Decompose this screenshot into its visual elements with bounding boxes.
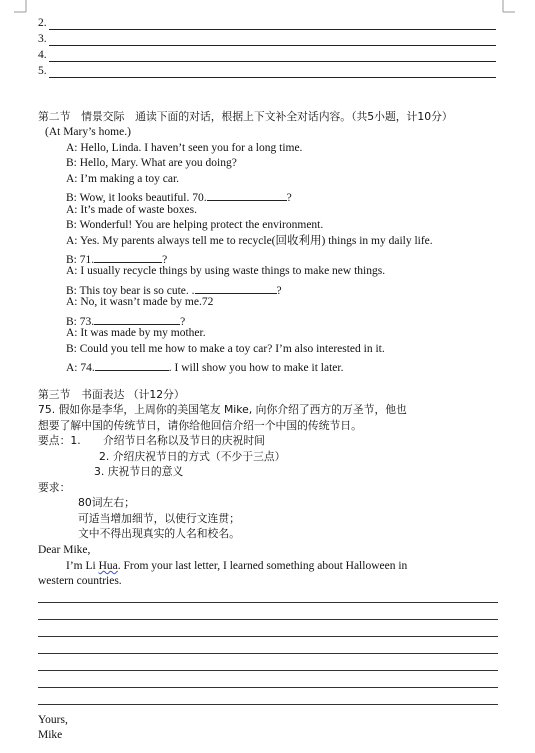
answer-line-3[interactable] (49, 45, 496, 46)
blank-70[interactable] (207, 189, 287, 201)
writing-line[interactable] (38, 687, 498, 688)
section2-title: 第二节 情景交际 通读下面的对话，根据上下文补全对话内容。（共5小题，计10分） (38, 110, 453, 123)
requirement-item-2: 可适当增加细节，以使行文连贯； (78, 512, 240, 525)
blank-74[interactable] (95, 359, 169, 371)
answer-line-2[interactable] (49, 29, 496, 30)
letter-closing: Yours, (38, 714, 68, 726)
writing-line[interactable] (38, 653, 498, 654)
dialogue-text: . I will show you how to make it later. (168, 362, 344, 374)
dialogue-line: A: I usually recycle things by using waste things to make new things. (66, 265, 386, 277)
letter-line-2: western countries. (38, 575, 122, 587)
writing-line[interactable] (38, 619, 498, 620)
answer-line-4[interactable] (49, 61, 496, 62)
letter-salutation: Dear Mike, (38, 544, 91, 556)
answer-line-5[interactable] (49, 77, 496, 78)
letter-text: I’m Li (66, 560, 99, 572)
corner-mark-right (500, 0, 516, 16)
corner-mark-left (14, 0, 28, 14)
dialogue-line: A: Hello, Linda. I haven’t seen you for a long time. (66, 142, 303, 154)
answer-line-label-2: 2. (38, 17, 47, 29)
requirement-item-3: 文中不得出现真实的人名和校名。 (78, 527, 240, 540)
dialogue-text: A: 74. (66, 362, 95, 374)
letter-signature: Mike (38, 729, 63, 741)
point-item-1: 介绍节日名称以及节日的庆祝时间 (103, 434, 265, 447)
dialogue-line: A: It was made by my mother. (66, 327, 206, 339)
dialogue-line: B: Could you tell me how to make a toy car? I’m also interested in it. (66, 343, 385, 355)
writing-line[interactable] (38, 670, 498, 671)
prompt-line-2: 想要了解中国的传统节日，请你给他回信介绍一个中国的传统节日。 (38, 419, 362, 432)
writing-line[interactable] (38, 636, 498, 637)
section3-title: 第三节 书面表达 （计12分） (38, 388, 185, 401)
letter-text: . From your last letter, I learned something about Halloween in (117, 560, 408, 572)
dialogue-line: A: No, it wasn’t made by me.72 (66, 296, 214, 308)
dialogue-text: B: 71. (66, 254, 95, 266)
dialogue-text: ? (162, 254, 168, 266)
dialogue-text: ? (276, 285, 282, 297)
dialogue-text: ? (180, 316, 186, 328)
dialogue-line: A: Yes. My parents always tell me to recycle(回收利用) things in my daily life. (66, 235, 433, 247)
answer-line-label-3: 3. (38, 33, 47, 45)
blank-73[interactable] (94, 313, 180, 325)
dialogue-line-blank-70 (66, 189, 292, 205)
blank-71[interactable] (94, 251, 162, 263)
dialogue-text: B: This toy bear is so cute. . (66, 285, 195, 297)
dialogue-text: B: Wow, it looks beautiful. 70. (66, 192, 207, 204)
point-item-2: 2. 介绍庆祝节日的方式（不少于三点） (99, 450, 286, 463)
requirements-label: 要求： (38, 481, 71, 494)
letter-line-1 (66, 561, 407, 573)
writing-line[interactable] (38, 704, 498, 705)
prompt-line-1: 75. 假如你是李华，上周你的美国笔友 Mike, 向你介绍了西方的万圣节，他也 (38, 403, 407, 416)
blank-toy-bear[interactable] (195, 282, 277, 294)
dialogue-line: A: It’s made of waste boxes. (66, 204, 197, 216)
section2-scene: (At Mary’s home.) (45, 126, 131, 138)
letter-name: Hua (98, 560, 118, 572)
dialogue-line: A: I’m making a toy car. (66, 173, 180, 185)
dialogue-text: B: 73. (66, 316, 95, 328)
points-label: 要点：1. (38, 434, 81, 447)
requirement-item-1: 80词左右； (78, 496, 135, 509)
dialogue-text: ? (286, 192, 292, 204)
dialogue-line: B: Wonderful! You are helping protect the environment. (66, 219, 324, 231)
answer-line-label-5: 5. (38, 65, 47, 77)
dialogue-line-blank-74 (66, 359, 343, 375)
point-item-3: 3. 庆祝节日的意义 (94, 465, 184, 478)
writing-line[interactable] (38, 602, 498, 603)
answer-line-label-4: 4. (38, 49, 47, 61)
dialogue-line: B: Hello, Mary. What are you doing? (66, 157, 237, 169)
